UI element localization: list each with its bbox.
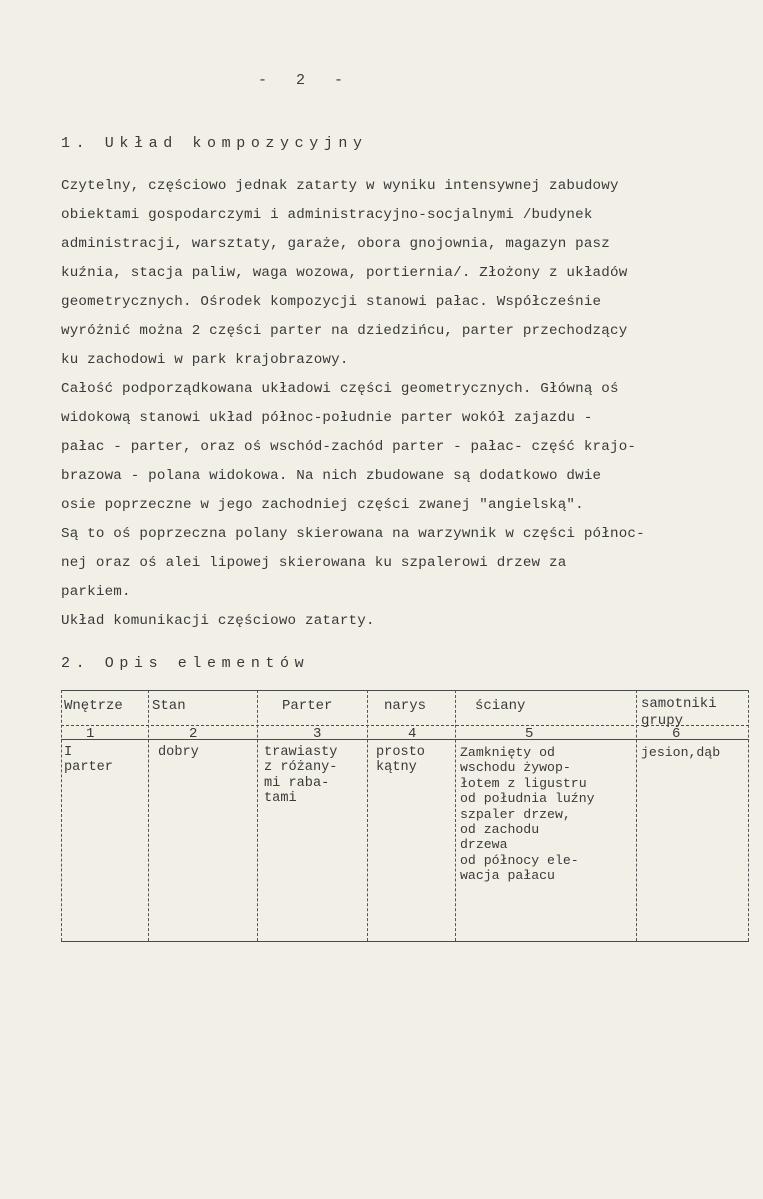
section-1-heading: 1. Układ kompozycyjny — [61, 135, 368, 152]
text-line: wyróżnić można 2 części parter na dziedzińcu, parter przechodzący — [61, 323, 628, 339]
text-line: widokową stanowi układ północ-południe parter wokół zajazdu - — [61, 410, 593, 426]
column-number: 4 — [408, 726, 417, 742]
column-number: 3 — [313, 726, 322, 742]
text-line: kuźnia, stacja paliw, waga wozowa, portiernia/. Złożony z układów — [61, 265, 628, 281]
column-number: 1 — [86, 726, 95, 742]
table-cell-narys: prosto kątny — [376, 745, 425, 776]
text-line: Całość podporządkowana układowi części geometrycznych. Główną oś — [61, 381, 619, 397]
text-line: administracji, warsztaty, garaże, obora gnojownia, magazyn pasz — [61, 236, 610, 252]
column-divider — [367, 690, 368, 941]
text-line: brazowa - polana widokowa. Na nich zbudowane są dodatkowo dwie — [61, 468, 602, 484]
header-stan: Stan — [152, 698, 186, 714]
table-bottom-border — [61, 941, 749, 942]
section-2-heading: 2. Opis elementów — [61, 655, 310, 672]
text-line: pałac - parter, oraz oś wschód-zachód parter - pałac- część krajo- — [61, 439, 637, 455]
page-number: - 2 - — [258, 72, 354, 89]
table-cell-stan: dobry — [158, 745, 199, 760]
column-divider — [636, 690, 637, 941]
column-number: 2 — [189, 726, 198, 742]
table-cell-wnetrze: I parter — [64, 745, 113, 776]
column-divider — [61, 690, 62, 941]
column-divider — [455, 690, 456, 941]
column-number: 5 — [525, 726, 534, 742]
header-parter: Parter — [282, 698, 333, 714]
header-samotniki-grupy: samotniki grupy — [641, 696, 717, 729]
table-cell-parter: trawiasty z różany- mi raba- tami — [264, 745, 338, 807]
text-line: nej oraz oś alei lipowej skierowana ku szpalerowi drzew za — [61, 555, 567, 571]
text-line: Układ komunikacji częściowo zatarty. — [61, 613, 375, 629]
table-cell-samotniki: jesion,dąb — [641, 745, 721, 760]
header-narys: narys — [384, 698, 427, 714]
table-top-border — [61, 690, 749, 691]
header-sciany: ściany — [475, 698, 526, 714]
text-line: Są to oś poprzeczna polany skierowana na warzywnik w części północ- — [61, 526, 645, 542]
table-number-separator — [61, 739, 749, 740]
text-line: obiektami gospodarczymi i administracyjno-socjalnymi /budynek — [61, 207, 593, 223]
table-cell-sciany: Zamknięty od wschodu żywop- łotem z ligustru od południa luźny szpaler drzew, od zachodu drzewa od północy ele- wacja pałacu — [460, 745, 595, 884]
column-divider — [148, 690, 149, 941]
text-line: ku zachodowi w park krajobrazowy. — [61, 352, 349, 368]
column-number: 6 — [672, 726, 681, 742]
text-line: Czytelny, częściowo jednak zatarty w wyniku intensywnej zabudowy — [61, 178, 619, 194]
text-line: geometrycznych. Ośrodek kompozycji stanowi pałac. Współcześnie — [61, 294, 602, 310]
header-wnetrze: Wnętrze — [64, 698, 123, 714]
column-divider — [748, 690, 749, 941]
text-line: osie poprzeczne w jego zachodniej części zwanej "angielską". — [61, 497, 584, 513]
text-line: parkiem. — [61, 584, 131, 600]
column-divider — [257, 690, 258, 941]
